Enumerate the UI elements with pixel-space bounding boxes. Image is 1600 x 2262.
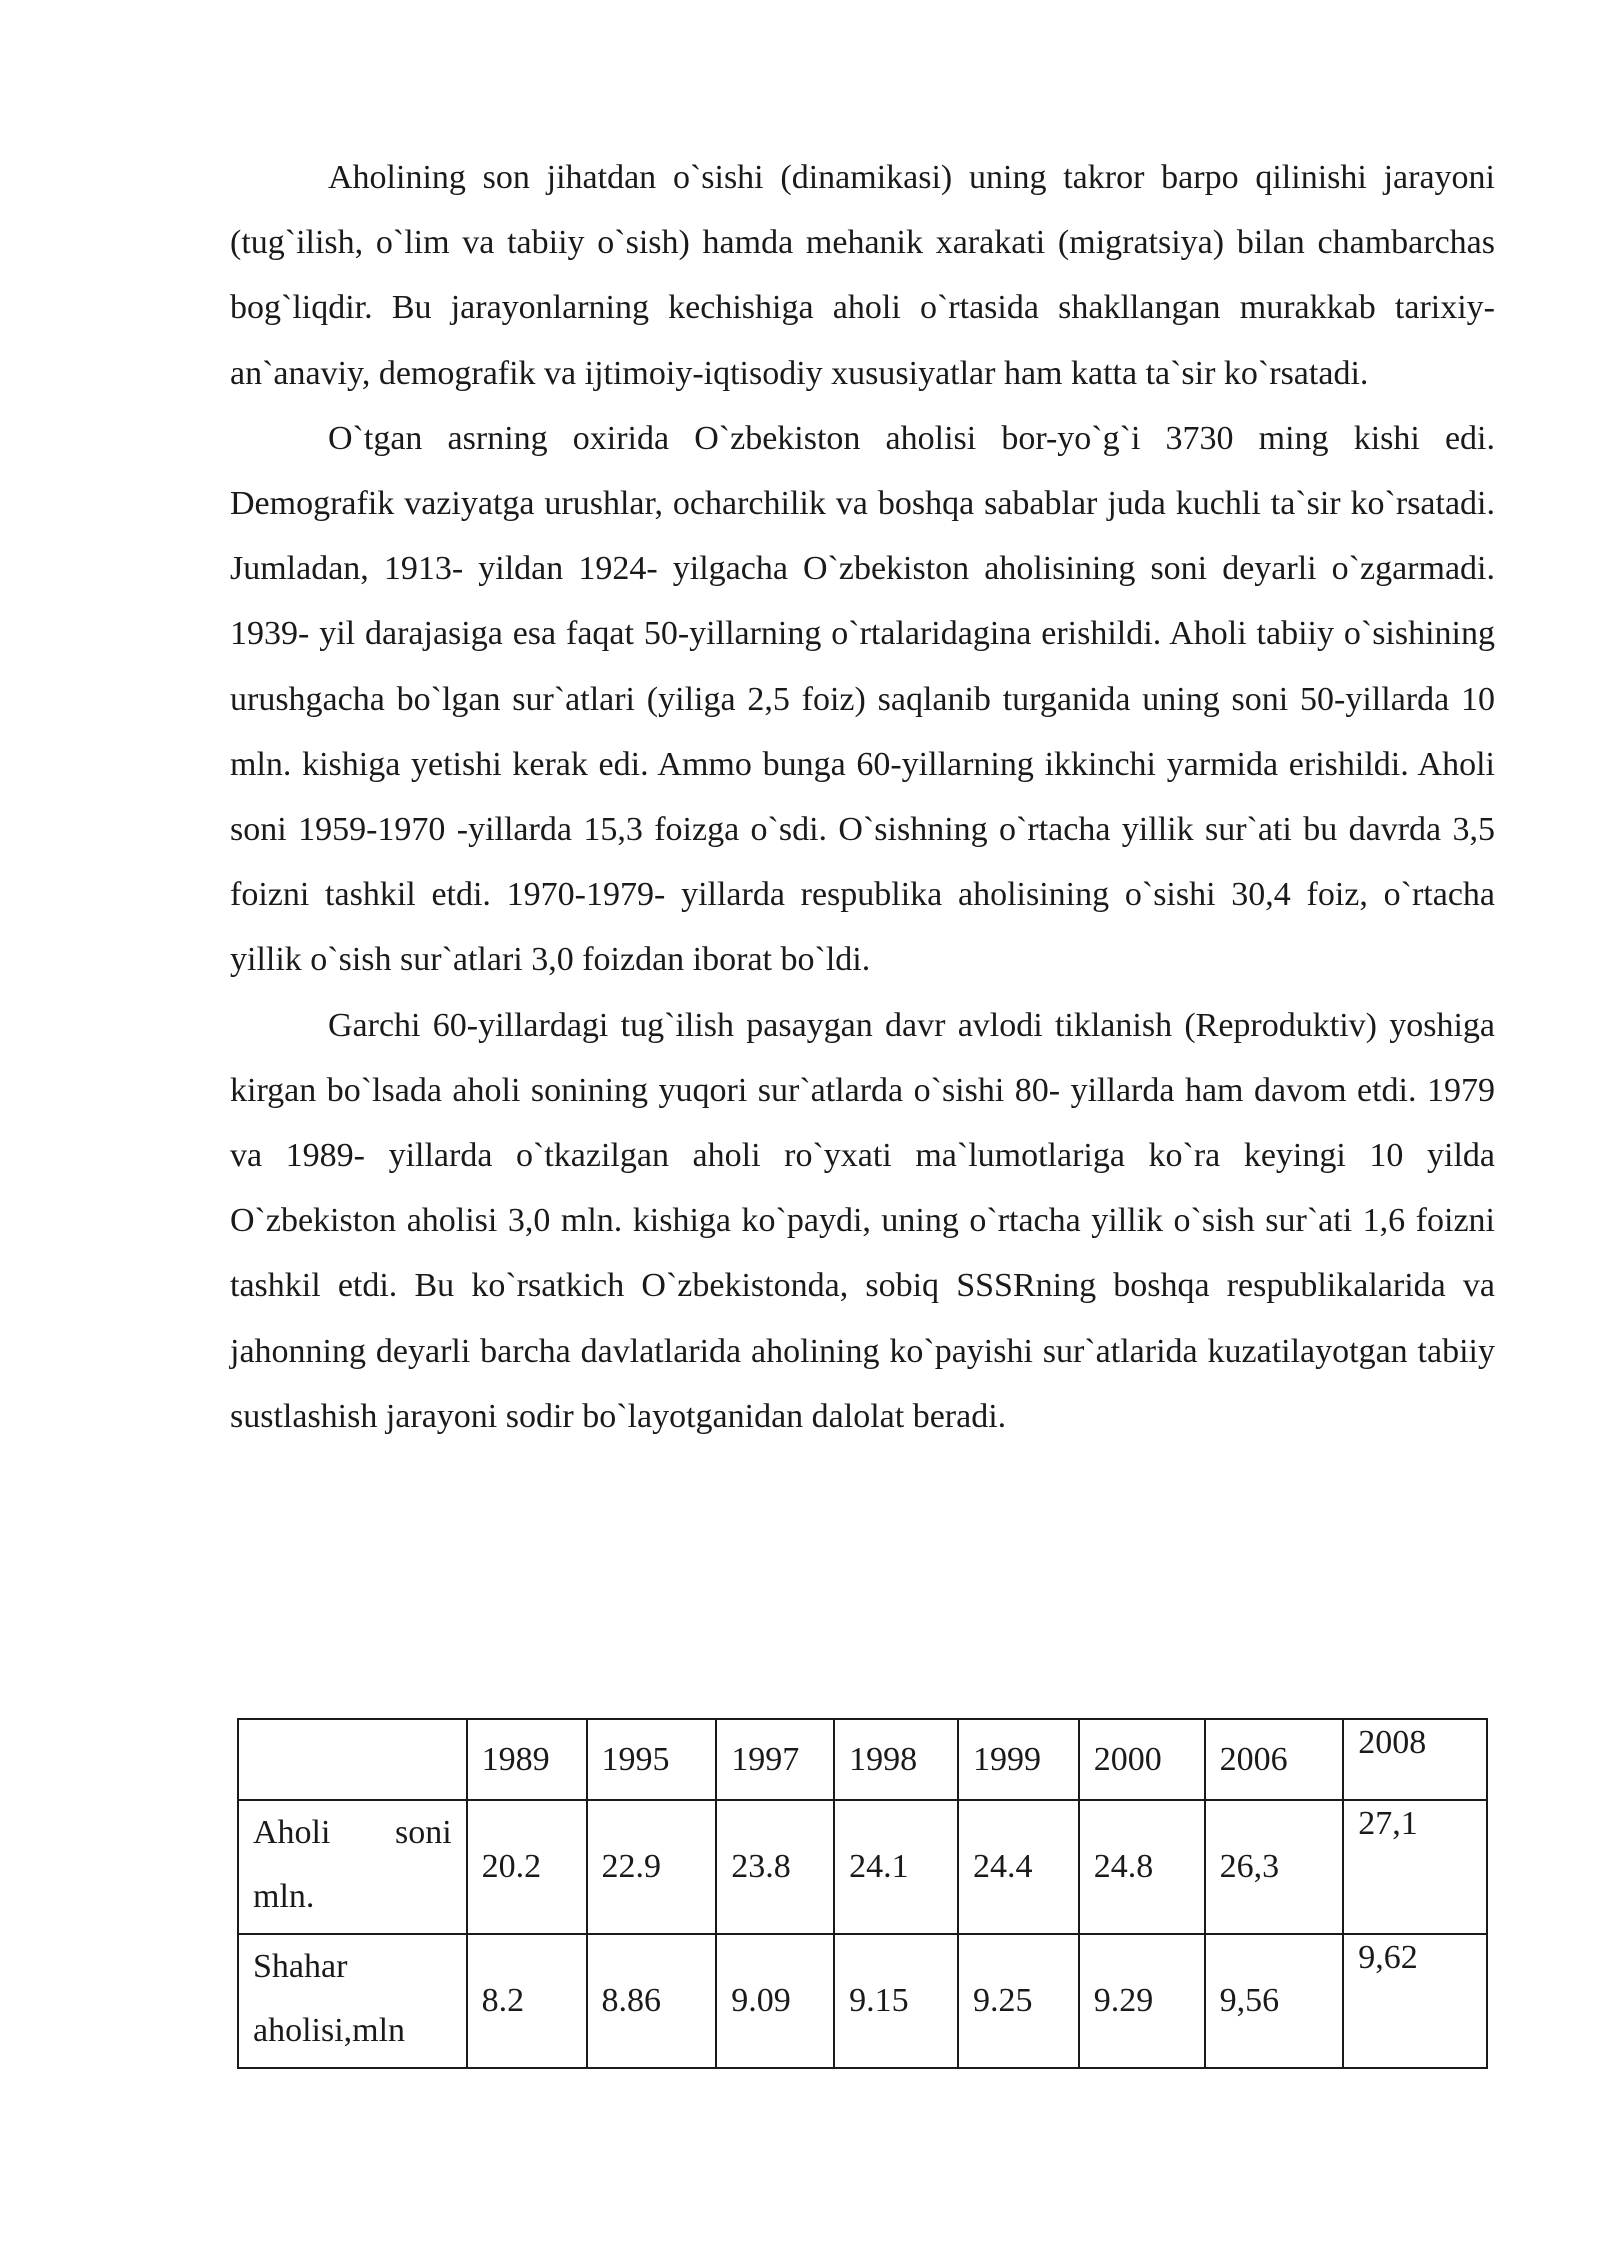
row-label [238,1934,467,2068]
table-cell: 26,3 [1205,1800,1344,1934]
row-label [238,1800,467,1934]
table-header-cell: 2000 [1079,1719,1205,1800]
table-header-cell: 1995 [587,1719,717,1800]
paragraph: Garchi 60-yillardagi tug`ilish pasaygan davr avlodi tiklanish (Reproduktiv) yoshiga kirgan bo`lsada aholi sonining yuqori sur`atlarda o`sishi 80- yillarda ham davom etdi. 1979 va 1989- yillarda o`tkazilgan aholi ro`yxati ma`lumotlariga ko`ra keyingi 10 yilda O`zbekiston aholisi 3,0 mln. kishiga ko`paydi, uning o`rtacha yillik o`sish sur`ati 1,6 foizni tashkil etdi. Bu ko`rsatkich O`zbekistonda, sobiq SSSRning boshqa respublikalarida va jahonning deyarli barcha davlatlarida aholining ko`payishi sur`atlarida kuzatilayotgan tabiiy sustlashish jarayoni sodir bo`layotganidan dalolat beradi. [230,1006,1495,1435]
table-header-cell: 2006 [1205,1719,1344,1800]
table-cell: 8.2 [467,1934,587,2068]
table-cell: 20.2 [467,1800,587,1934]
table-cell: 24.8 [1079,1800,1205,1934]
table-header-cell: 1989 [467,1719,587,1800]
population-table [237,1718,1488,2069]
table-header-row [238,1719,1487,1800]
table-header-cell: 1998 [834,1719,958,1800]
row-label-line: Aholi soni [253,1814,452,1851]
paragraph: O`tgan asrning oxirida O`zbekiston aholisi bor-yo`g`i 3730 ming kishi edi. Demografik vaziyatga urushlar, ocharchilik va boshqa sabablar juda kuchli ta`sir ko`rsatadi. Jumladan, 1913- yildan 1924- yilgacha O`zbekiston aholisining soni deyarli o`zgarmadi. 1939- yil darajasiga esa faqat 50-yillarning o`rtalaridagina erishildi. Aholi tabiiy o`sishining urushgacha bo`lgan sur`atlari (yiliga 2,5 foiz) saqlanib turganida uning soni 50-yillarda 10 mln. kishiga yetishi kerak edi. Ammo bunga 60-yillarning ikkinchi yarmida erishildi. Aholi soni 1959-1970 -yillarda 15,3 foizga o`sdi. O`sishning o`rtacha yillik sur`ati bu davrda 3,5 foizni tashkil etdi. 1970-1979- yillarda respublika aholisining o`sishi 30,4 foiz, o`rtacha yillik o`sish sur`atlari 3,0 foizdan iborat bo`ldi. [230,419,1495,979]
table-cell: 24.4 [958,1800,1079,1934]
table-cell: 9,62 [1343,1934,1487,2068]
table-cell: 9.29 [1079,1934,1205,2068]
table-row [238,1800,1487,1934]
table-cell: 9,56 [1205,1934,1344,2068]
table-cell: 23.8 [716,1800,834,1934]
table-cell: 22.9 [587,1800,717,1934]
table-cell: 24.1 [834,1800,958,1934]
table-corner-cell [238,1719,467,1800]
row-label-line: mln. [253,1878,315,1915]
paragraph: Aholining son jihatdan o`sishi (dinamikasi) uning takror barpo qilinishi jarayoni (tug`ilish, o`lim va tabiiy o`sish) hamda mehanik xarakati (migratsiya) bilan chambarchas bog`liqdir. Bu jarayonlarning kechishiga aholi o`rtasida shakllangan murakkab tarixiy-an`anaviy, demografik va ijtimoiy-iqtisodiy xususiyatlar ham katta ta`sir ko`rsatadi. [230,159,1495,392]
table-header-cell: 1999 [958,1719,1079,1800]
table-cell: 9.15 [834,1934,958,2068]
table-cell: 9.09 [716,1934,834,2068]
table-row [238,1934,1487,2068]
table-cell: 9.25 [958,1934,1079,2068]
table-cell: 27,1 [1343,1800,1487,1934]
body-text [230,145,1495,1449]
table-header-cell: 1997 [716,1719,834,1800]
row-label-line: Shahar [253,1948,348,1985]
table-cell: 8.86 [587,1934,717,2068]
table-header-cell: 2008 [1343,1719,1487,1800]
row-label-line: aholisi,mln [253,2012,406,2049]
